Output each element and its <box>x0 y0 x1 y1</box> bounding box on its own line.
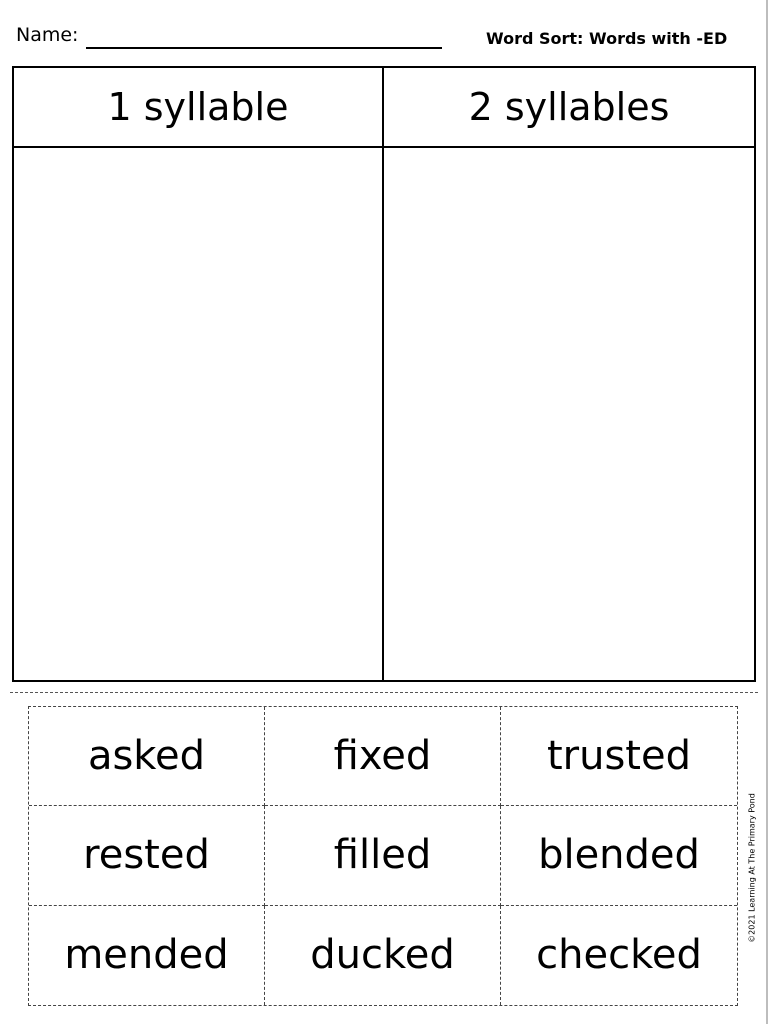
worksheet-title: Word Sort: Words with -ED <box>486 29 728 48</box>
drop-area-1-syllable[interactable] <box>14 148 384 680</box>
word-card[interactable]: rested <box>29 806 265 905</box>
word-card[interactable]: ducked <box>265 906 501 1005</box>
column-header-2-syllables: 2 syllables <box>384 68 754 148</box>
name-write-line[interactable] <box>86 47 442 49</box>
name-label: Name: <box>16 24 79 46</box>
column-header-1-syllable: 1 syllable <box>14 68 384 148</box>
word-card[interactable]: mended <box>29 906 265 1005</box>
sort-table <box>12 66 756 682</box>
word-card[interactable]: trusted <box>501 707 737 806</box>
word-card[interactable]: blended <box>501 806 737 905</box>
copyright-text: ©2021 Learning At The Primary Pond <box>747 793 757 943</box>
drop-area-2-syllables[interactable] <box>384 148 754 680</box>
cut-line <box>10 692 758 693</box>
word-cards <box>28 706 738 1006</box>
word-card[interactable]: filled <box>265 806 501 905</box>
word-card[interactable]: checked <box>536 932 702 979</box>
word-card[interactable]: fixed <box>265 707 501 806</box>
word-card[interactable]: asked <box>29 707 265 806</box>
